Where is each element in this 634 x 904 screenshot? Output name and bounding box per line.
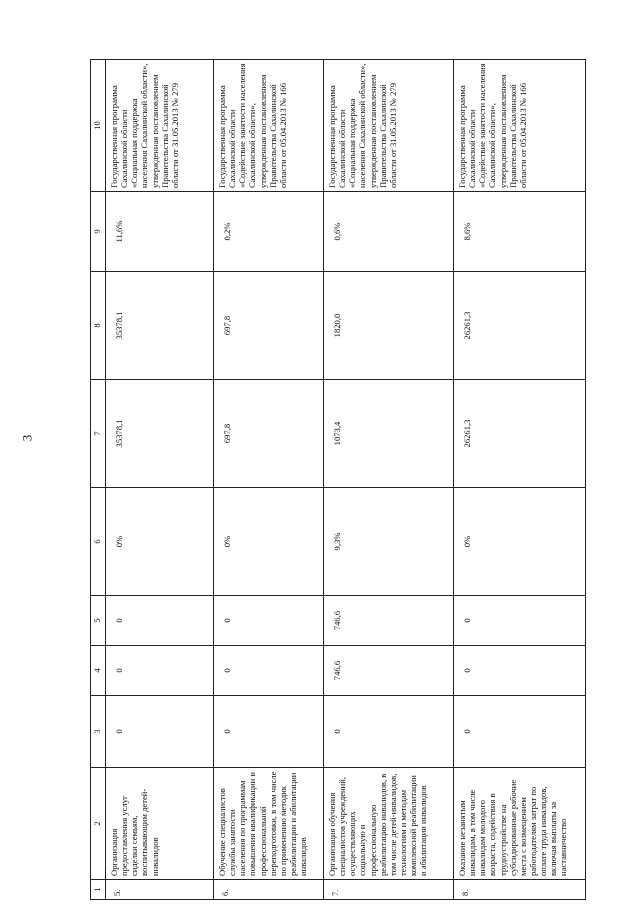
- row-number: 7.: [324, 880, 454, 900]
- program-cell: Государственная программа Сахалинской области «Содействие занятости населения Сахалинской области», утвержденная постановлением Правительства Сахалинской области от 05.04.2013 № 166: [214, 60, 324, 192]
- page-number: 3: [19, 434, 35, 442]
- value-cell: 1073,4: [324, 380, 454, 488]
- row-number: 6.: [214, 880, 324, 900]
- program-cell: Государственная программа Сахалинской области «Социальная поддержка населения Сахалинской области», утвержденная постановлением Правительства Сахалинской области от 31.05.2013 № 279: [324, 60, 454, 192]
- header-cell: 4: [91, 646, 106, 696]
- row-number: 8.: [454, 880, 586, 900]
- value-cell: 0,6%: [324, 192, 454, 272]
- table-row: [214, 60, 324, 900]
- value-cell: 0: [214, 596, 324, 646]
- measure-cell: Оказание незанятым инвалидам, в том числе инвалидам молодого возраста, содействия в трудоустройстве на субсидированные рабочие места с возмещением работодателям затрат по оплате труда инвалидов, включая выплаты за наставничество: [454, 768, 586, 880]
- value-cell: 0: [106, 696, 214, 768]
- value-cell: 0: [454, 646, 586, 696]
- value-cell: 1820,0: [324, 272, 454, 380]
- value-cell: 0: [454, 596, 586, 646]
- header-cell: 9: [91, 192, 106, 272]
- table-row: [454, 60, 586, 900]
- value-cell: 0%: [214, 488, 324, 596]
- value-cell: 8,6%: [454, 192, 586, 272]
- header-cell: 7: [91, 380, 106, 488]
- value-cell: 11,6%: [106, 192, 214, 272]
- value-cell: 0%: [454, 488, 586, 596]
- table-row: [106, 60, 214, 900]
- header-cell: 2: [91, 768, 106, 880]
- value-cell: 0: [324, 696, 454, 768]
- header-cell: 5: [91, 596, 106, 646]
- value-cell: 697,8: [214, 272, 324, 380]
- rotated-table-sheet: [90, 60, 620, 900]
- value-cell: 0: [106, 596, 214, 646]
- table-row: [324, 60, 454, 900]
- header-cell: 1: [91, 880, 106, 900]
- value-cell: 0: [454, 696, 586, 768]
- value-cell: 746,6: [324, 596, 454, 646]
- header-cell: 3: [91, 696, 106, 768]
- header-row: [91, 60, 106, 900]
- value-cell: 746,6: [324, 646, 454, 696]
- value-cell: 9,3%: [324, 488, 454, 596]
- value-cell: 0: [106, 646, 214, 696]
- value-cell: 26261,3: [454, 272, 586, 380]
- value-cell: 35378,1: [106, 380, 214, 488]
- value-cell: 0: [214, 696, 324, 768]
- data-table: [90, 59, 586, 900]
- program-cell: Государственная программа Сахалинской области «Содействие занятости населения Сахалинской области», утвержденная постановлением Правительства Сахалинской области от 05.04.2013 № 166: [454, 60, 586, 192]
- measure-cell: Организация обучения специалистов учреждений, осуществляющих социальную и профессиональную реабилитацию инвалидов, в том числе детей-инвалидов, технологиям и методам комплексной реабилитации и абилитации инвалидов: [324, 768, 454, 880]
- value-cell: 0,2%: [214, 192, 324, 272]
- row-number: 5.: [106, 880, 214, 900]
- header-cell: 10: [91, 60, 106, 192]
- measure-cell: Обучение специалистов службы занятости населения по программам повышения квалификации и профессиональной переподготовки, в том числе по применению методик реабилитации и абилитации инвалидов: [214, 768, 324, 880]
- value-cell: 0%: [106, 488, 214, 596]
- value-cell: 697,8: [214, 380, 324, 488]
- value-cell: 26261,3: [454, 380, 586, 488]
- header-cell: 6: [91, 488, 106, 596]
- value-cell: 35378,1: [106, 272, 214, 380]
- program-cell: Государственная программа Сахалинской области «Социальная поддержка населения Сахалинской области», утвержденная постановлением Правительства Сахалинской области от 31.05.2013 № 279: [106, 60, 214, 192]
- value-cell: 0: [214, 646, 324, 696]
- header-cell: 8: [91, 272, 106, 380]
- measure-cell: Организация предоставления услуг сиделки семьям, воспитывающим детей-инвалидов: [106, 768, 214, 880]
